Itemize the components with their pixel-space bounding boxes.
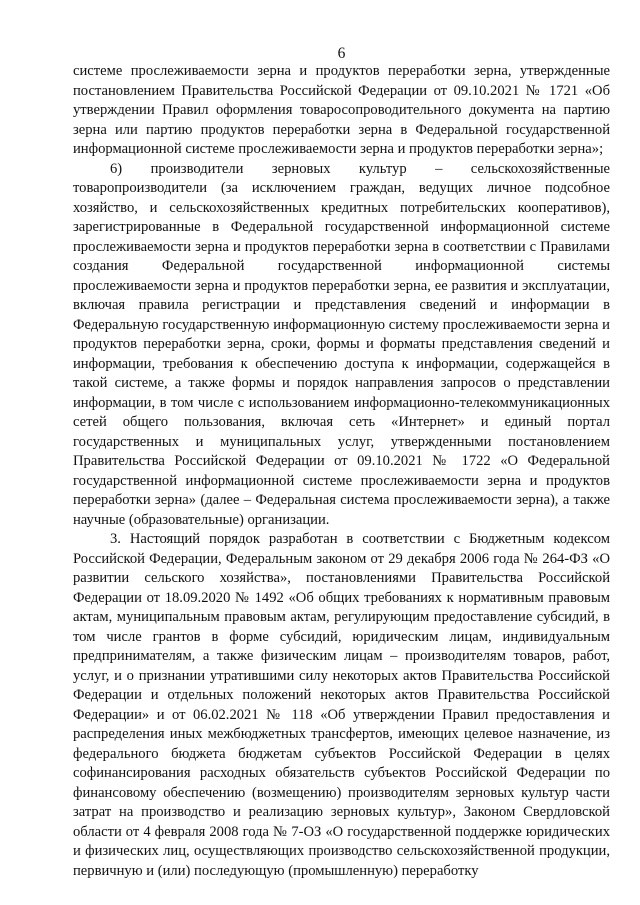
page-number: 6 xyxy=(337,45,346,62)
paragraph-continuation: системе прослеживаемости зерна и продуктов переработки зерна, утвержденные постановлением Правительства Российской Федерации от 09.10.2021 № 1721 «Об утверждении Правил оформления товаросопроводительного документа на партию зерна или партию продуктов переработки зерна в Федеральной государственной информационной системе прослеживаемости зерна и продуктов переработки зерна»; xyxy=(73,63,610,157)
document-body xyxy=(73,62,610,881)
paragraph-item-3: 3. Настоящий порядок разработан в соответствии с Бюджетным кодексом Российской Федерации, Федеральным законом от 29 декабря 2006 года № 264-ФЗ «О развитии сельского хозяйства», постановлениями Правительства Российской Федерации от 18.09.2020 № 1492 «Об общих требованиях к нормативным правовым актам, муниципальным правовым актам, регулирующим предоставление субсидий, в том числе грантов в форме субсидий, юридическим лицам, индивидуальным предпринимателям, а также физическим лицам – производителям товаров, работ, услуг, и о признании утратившими силу некоторых актов Правительства Российской Федерации и отдельных положений некоторых актов Правительства Российской Федерации» и от 06.02.2021 № 118 «Об утверждении Правил предоставления и распределения иных межбюджетных трансфертов, имеющих целевое назначение, из федерального бюджета бюджетам субъектов Российской Федерации в целях софинансирования расходных обязательств субъектов Российской Федерации по финансовому обеспечению (возмещению) производителям зерновых культур части затрат на производство и реализацию зерновых культур», Законом Свердловской области от 4 февраля 2008 года № 7-ОЗ «О государственной поддержке юридических и физических лиц, осуществляющих производство сельскохозяйственной продукции, первичную и (или) последующую (промышленную) переработку xyxy=(73,531,610,879)
paragraph-item-6: 6) производители зерновых культур – сельскохозяйственные товаропроизводители (за исключением граждан, ведущих личное подсобное хозяйство, и сельскохозяйственных кредитных потребительских кооперативов), зарегистрированные в Федеральной государственной информационной системе прослеживаемости зерна и продуктов переработки зерна в соответствии с Правилами создания Федеральной государственной информационной системы прослеживаемости зерна и продуктов переработки зерна, ее развития и эксплуатации, включая правила регистрации и представления сведений и информации в Федеральную государственную информационную систему прослеживаемости зерна и продуктов переработки зерна, сроки, формы и форматы представления сведений и информации, требования к обеспечению доступа к информации, содержащейся в такой системе, а также формы и порядок направления запросов о представлении информации, в том числе с использованием информационно-телекоммуникационных сетей общего пользования, включая сеть «Интернет» и единый портал государственных и муниципальных услуг, утвержденными постановлением Правительства Российской Федерации от 09.10.2021 № 1722 «О Федеральной государственной информационной системе прослеживаемости зерна и продуктов переработки зерна» (далее – Федеральная система прослеживаемости зерна), а также научные (образовательные) организации. xyxy=(73,160,610,528)
